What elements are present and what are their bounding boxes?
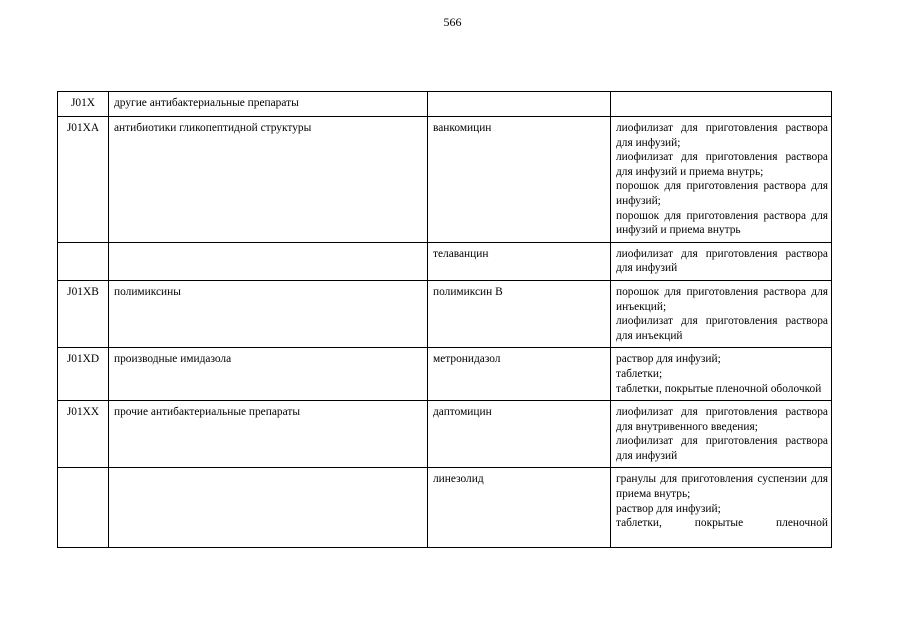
table-row [58,468,832,548]
drug-name: полимиксин B [428,280,611,347]
drug-name [428,92,611,117]
table-row [58,242,832,280]
atc-group: другие антибактериальные препараты [109,92,428,117]
drug-name: даптомицин [428,401,611,468]
atc-code [58,242,109,280]
atc-group [109,468,428,548]
table-row [58,348,832,401]
dosage-form: порошок для приготовления раствора для инфузий; [616,180,828,207]
dosage-form: порошок для приготовления раствора для инфузий и приема внутрь [616,209,828,237]
dosage-forms [611,401,832,468]
atc-code: J01XX [58,401,109,468]
dosage-form: лиофилизат для приготовления раствора для инфузий [616,435,828,462]
dosage-form: лиофилизат для приготовления раствора для внутривенного введения; [616,406,828,433]
table-row [58,280,832,347]
dosage-forms [611,242,832,280]
table-row [58,401,832,468]
dosage-forms [611,92,832,117]
dosage-form: раствор для инфузий; [616,353,721,366]
atc-group: антибиотики гликопептидной структуры [109,117,428,243]
atc-code: J01XB [58,280,109,347]
drug-name: линезолид [428,468,611,548]
dosage-form: таблетки; [616,367,663,380]
page-number: 566 [443,15,462,29]
dosage-form: лиофилизат для приготовления раствора для инфузий; [616,122,828,149]
dosage-form: лиофилизат для приготовления раствора для инъекций [616,315,828,342]
drug-name: метронидазол [428,348,611,401]
drug-name: ванкомицин [428,117,611,243]
atc-group: прочие антибактериальные препараты [109,401,428,468]
atc-group: производные имидазола [109,348,428,401]
dosage-form: лиофилизат для приготовления раствора для инфузий и приема внутрь; [616,151,828,178]
dosage-forms [611,117,832,243]
table-row [58,92,832,117]
dosage-form: лиофилизат для приготовления раствора для инфузий [616,247,828,275]
drug-registry-table [57,91,832,548]
dosage-form: гранулы для приготовления суспензии для приема внутрь; [616,473,828,501]
dosage-form: таблетки, покрытые пленочной [616,517,828,530]
atc-group: полимиксины [109,280,428,347]
dosage-form: раствор для инфузий; [616,502,721,515]
table-row [58,117,832,243]
atc-code: J01XA [58,117,109,243]
atc-group [109,242,428,280]
dosage-forms [611,280,832,347]
atc-code: J01XD [58,348,109,401]
atc-code [58,468,109,548]
dosage-forms [611,468,832,548]
dosage-forms [611,348,832,401]
drug-name: телаванцин [428,242,611,280]
dosage-form: порошок для приготовления раствора для инъекций; [616,285,828,313]
dosage-form: таблетки, покрытые пленочной оболочкой [616,382,822,395]
atc-code: J01X [58,92,109,117]
